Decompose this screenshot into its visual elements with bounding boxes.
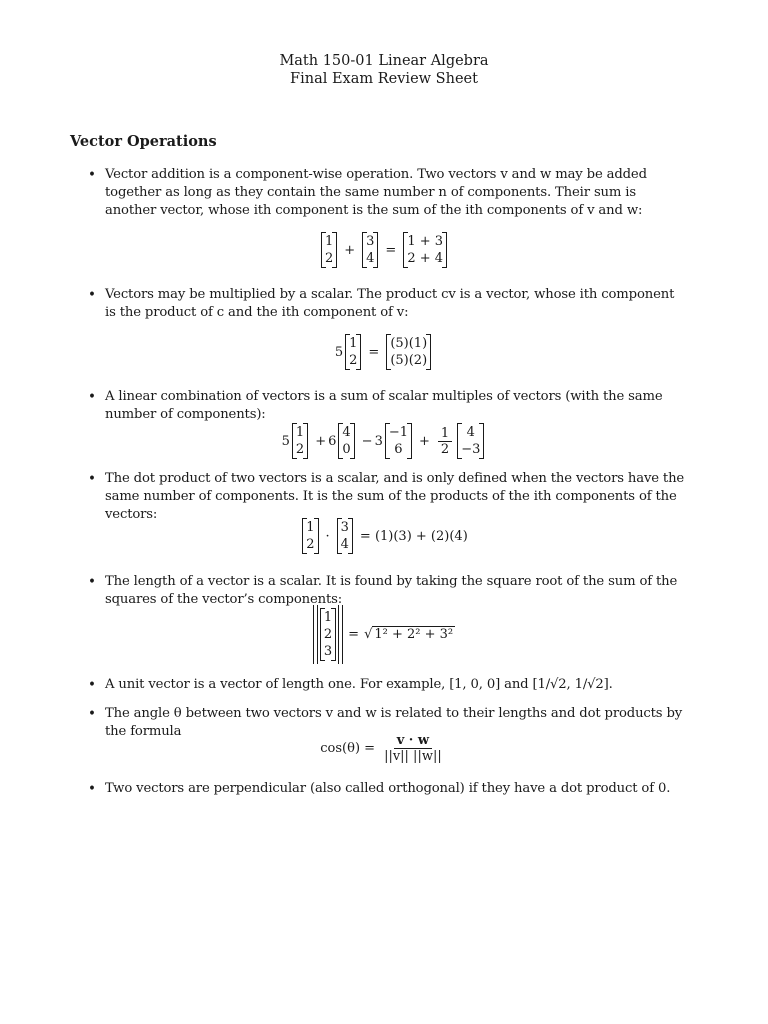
matrix-entry: (5)(2) (390, 353, 428, 368)
vector-matrix (345, 334, 361, 370)
bullet-text-dot-product (105, 470, 685, 524)
matrix-entry: 2 (295, 442, 305, 457)
length-equation (0, 608, 768, 660)
fraction (438, 426, 452, 457)
operator: + (315, 433, 327, 449)
bullet-paragraph: The dot product of two vectors is a scalar, and is only defined when the vectors have the same number of components. It is the sum of the products of the ith components of the vectors: (105, 471, 685, 522)
matrix-entry: 4 (340, 537, 349, 552)
bullet-text-perpendicular (105, 780, 685, 798)
dot-product-expansion: = (1)(3) + (2)(4) (359, 528, 468, 544)
combination-equation (0, 423, 768, 459)
matrix-entry: 3 (323, 643, 333, 659)
bullet-marker: • (88, 287, 96, 303)
vector-matrix (385, 423, 412, 459)
vector-matrix (321, 232, 337, 268)
operator: − (361, 433, 373, 449)
matrix-entry: 2 + 4 (407, 251, 444, 266)
bullet-paragraph: A unit vector is a vector of length one. For example, [1, 0, 0] and [1/√2, 1/√2]. (105, 677, 613, 692)
bullet-text-scalar (105, 286, 685, 322)
radicand: 1² + 2² + 3² (374, 627, 454, 642)
scalar: 6 (328, 433, 337, 449)
bullet-marker: • (88, 167, 96, 183)
matrix-entry: 4 (366, 251, 375, 266)
matrix-entry: 1 (306, 520, 315, 535)
bullet-paragraph: Vectors may be multiplied by a scalar. The product cv is a vector, whose ith component is the product of c and the ith component of v: (105, 287, 675, 320)
vector-matrix (457, 423, 484, 459)
operator: · (325, 528, 330, 544)
matrix-entry: −3 (461, 442, 481, 457)
angle-equation (0, 730, 768, 766)
bullet-text-length (105, 573, 685, 609)
bullet-marker: • (88, 677, 96, 693)
scalar: 5 (281, 433, 290, 449)
bullet-text-addition (105, 166, 685, 220)
vector-matrix (338, 423, 354, 459)
square-root (364, 626, 455, 642)
operator: + (419, 433, 430, 449)
matrix-entry: 1 (324, 234, 334, 249)
matrix-entry: 6 (394, 442, 403, 457)
scalar: 3 (374, 433, 383, 449)
matrix-entry: −1 (388, 425, 409, 440)
fraction-numerator: 1 (438, 426, 452, 442)
vector-matrix (302, 518, 318, 554)
vector-matrix (337, 518, 353, 554)
matrix-entry: 0 (342, 442, 351, 457)
section-heading: Vector Operations (70, 133, 217, 150)
bullet-marker: • (88, 706, 96, 722)
scalar-equation (0, 334, 768, 370)
norm-bars (313, 608, 343, 661)
bullet-paragraph: A linear combination of vectors is a sum of scalar multiples of vectors (with the same number of components): (105, 389, 663, 422)
bullet-paragraph: The length of a vector is a scalar. It is found by taking the square root of the sum of the squares of the vector’s components: (105, 574, 678, 607)
matrix-entry: 1 (349, 336, 358, 351)
cosine-lhs: cos(θ) = (320, 740, 376, 756)
bullet-paragraph: Vector addition is a component-wise operation. Two vectors v and w may be added together as long as they contain the same number n of components. Their sum is another vector, whose ith component is the sum of the ith components of v and w: (105, 167, 647, 218)
document-subtitle: Final Exam Review Sheet (290, 71, 478, 87)
matrix-entry: 2 (306, 537, 315, 552)
matrix-entry: 2 (323, 626, 333, 642)
matrix-entry: 3 (340, 520, 349, 535)
fraction-denominator: ||v|| ||w|| (384, 748, 442, 764)
operator: = (348, 626, 360, 642)
scalar: 5 (334, 344, 344, 360)
operator: = (385, 242, 397, 258)
bullet-paragraph: The angle θ between two vectors v and w is related to their lengths and dot products by the formula (105, 706, 683, 739)
bullet-paragraph: Two vectors are perpendicular (also called orthogonal) if they have a dot product of 0. (105, 781, 671, 796)
fraction-numerator: v · w (394, 733, 432, 749)
bullet-marker: • (88, 781, 96, 797)
vector-matrix (320, 608, 336, 661)
radical-sign: √ (364, 627, 373, 642)
matrix-entry: 2 (324, 251, 334, 266)
operator: + (344, 242, 356, 258)
fraction (381, 733, 445, 764)
matrix-entry: 1 (323, 609, 333, 625)
matrix-entry: 1 + 3 (407, 234, 444, 249)
matrix-entry: 3 (366, 234, 375, 249)
vector-matrix (403, 232, 447, 268)
vector-matrix (386, 334, 431, 370)
matrix-entry: 4 (342, 425, 351, 440)
fraction-denominator: 2 (440, 441, 450, 457)
bullet-text-combination (105, 388, 685, 424)
course-title: Math 150-01 Linear Algebra (279, 53, 489, 69)
vector-matrix (362, 232, 378, 268)
bullet-marker: • (88, 471, 96, 487)
addition-equation (0, 232, 768, 268)
operator: = (368, 344, 380, 360)
matrix-entry: 4 (466, 425, 475, 440)
matrix-entry: (5)(1) (390, 336, 428, 351)
dot-product-equation (0, 518, 768, 554)
bullet-text-unit-vector (105, 676, 685, 694)
vector-matrix (292, 423, 308, 459)
matrix-entry: 1 (295, 425, 305, 440)
matrix-entry: 2 (349, 353, 358, 368)
bullet-marker: • (88, 389, 96, 405)
bullet-marker: • (88, 574, 96, 590)
